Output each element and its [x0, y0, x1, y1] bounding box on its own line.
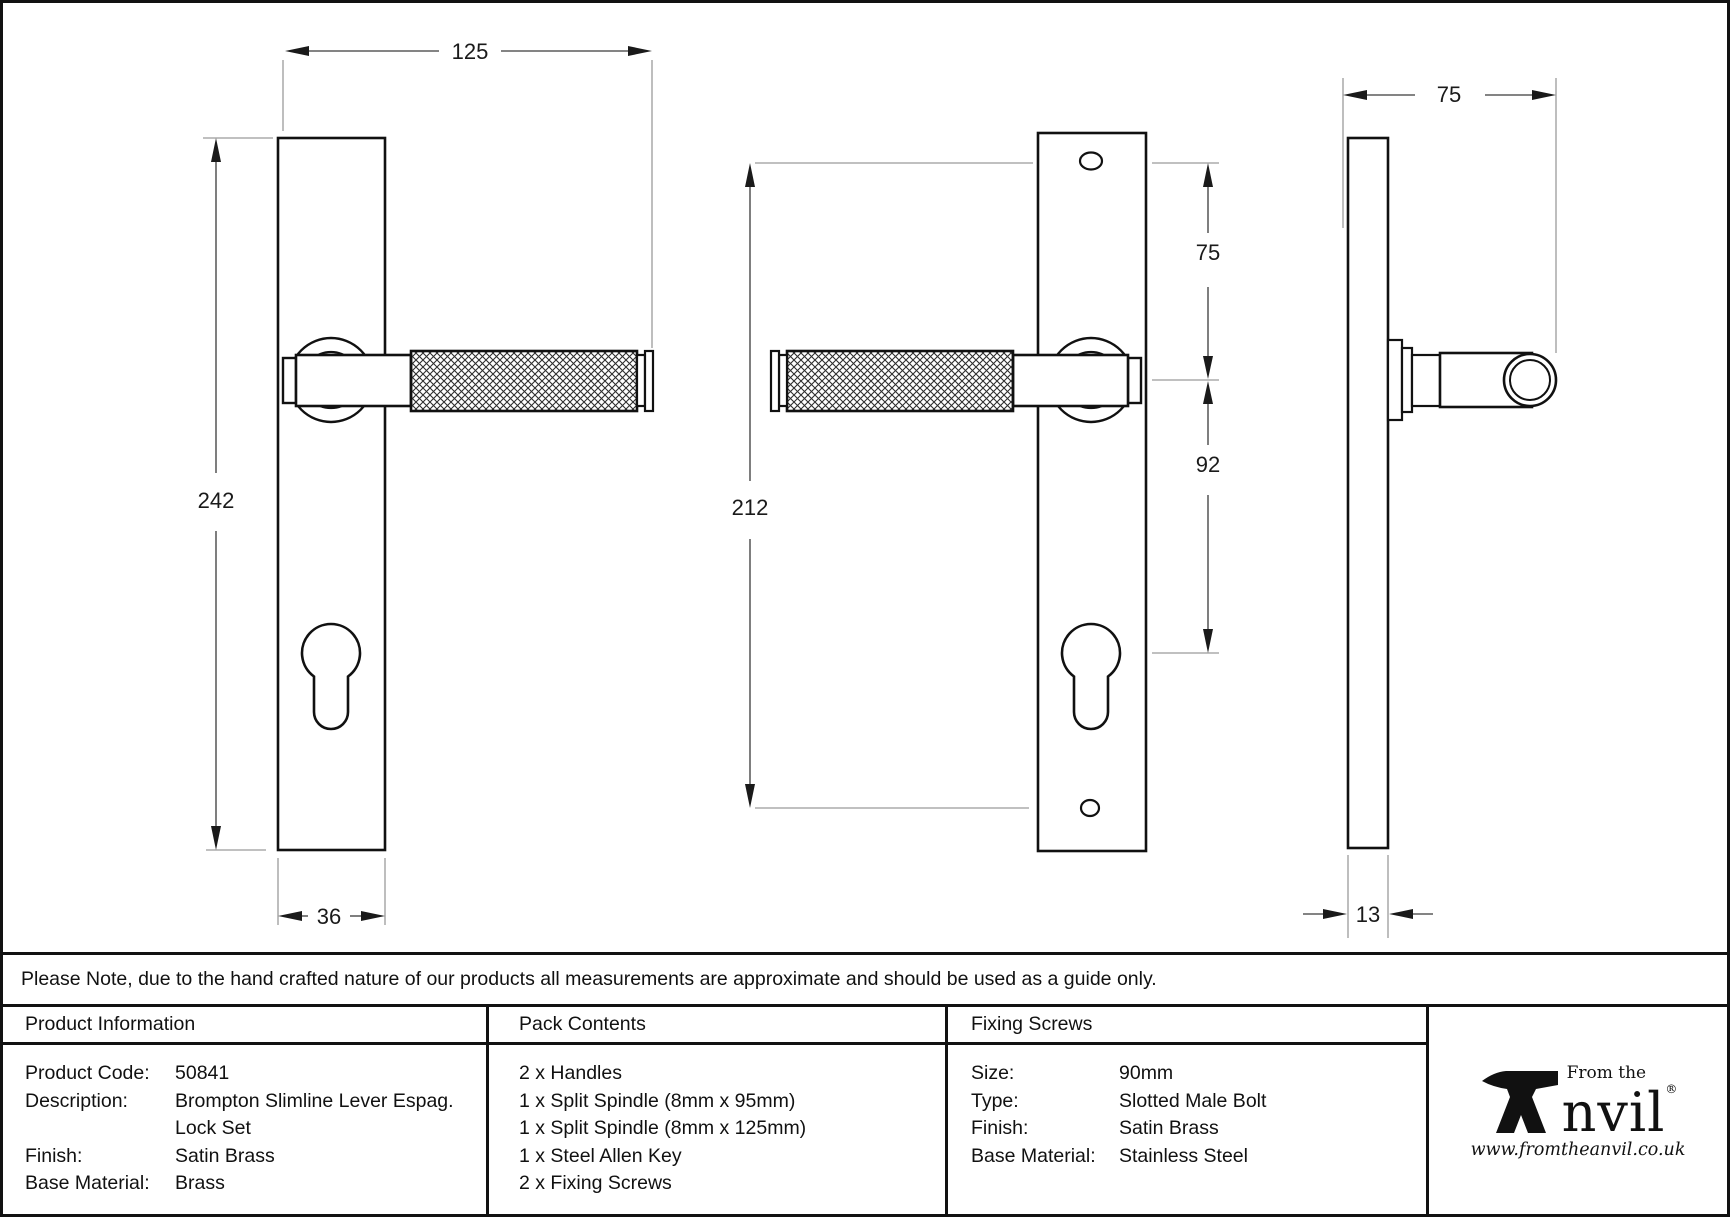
dim-plate-height	[198, 138, 235, 850]
field-label: Finish:	[971, 1117, 1029, 1139]
lever-knurled-grip	[411, 351, 637, 411]
description-row	[25, 1088, 486, 1143]
bottom-screw-hole	[1081, 800, 1099, 816]
field-value: Brass	[175, 1172, 225, 1194]
brand-logo	[1479, 1063, 1678, 1145]
logo-wordmark	[1561, 1063, 1678, 1145]
finish-row	[971, 1115, 1426, 1143]
lever-handle	[283, 351, 653, 411]
backplate-side	[1348, 138, 1388, 848]
note-row	[3, 952, 1727, 1007]
lever-end-cap	[645, 351, 653, 411]
pack-item: 1 x Split Spindle (8mm x 95mm)	[519, 1089, 796, 1112]
pack-item: 1 x Steel Allen Key	[519, 1144, 682, 1167]
type-row	[971, 1088, 1426, 1116]
front-view-lever-right	[198, 39, 653, 929]
dim-text-lever-length: 125	[451, 39, 489, 64]
rose-profile-step2	[1402, 348, 1412, 412]
lever-knurled-grip	[787, 351, 1013, 411]
header-label: Pack Contents	[519, 1013, 646, 1035]
field-value: Satin Brass	[175, 1144, 275, 1167]
field-label: Description:	[25, 1089, 128, 1112]
size-row	[971, 1060, 1426, 1088]
fixing-screws-cell	[948, 1045, 1426, 1214]
base-material-row	[971, 1143, 1426, 1171]
dim-text-plate-thickness: 13	[1355, 902, 1381, 927]
anvil-icon	[1479, 1065, 1561, 1135]
field-value: 50841	[175, 1062, 230, 1084]
base-material-row	[25, 1170, 486, 1198]
logo-website: www.fromtheanvil.co.uk	[1470, 1139, 1686, 1160]
logo-tagline: From the	[1566, 1063, 1647, 1084]
logo-name: nvil	[1561, 1081, 1666, 1145]
side-profile-view	[1303, 78, 1556, 938]
brand-logo-cell	[1429, 1007, 1727, 1217]
lever-neck	[296, 355, 411, 406]
field-value: Brompton Slimline Lever Espag. Lock Set	[175, 1089, 454, 1139]
dim-lever-length	[285, 39, 652, 64]
measurement-note: Please Note, due to the hand crafted nature of our products all measurements are approximate and should be used as a guide only.	[21, 968, 1157, 990]
lever-end-cap	[771, 351, 779, 411]
header-pack-contents	[489, 1007, 945, 1045]
field-value: Satin Brass	[1119, 1117, 1219, 1139]
logo-name-line	[1561, 1081, 1678, 1145]
dim-text-screw-to-lever: 75	[1195, 240, 1221, 265]
lever-neck-side	[1412, 355, 1440, 406]
table-divider	[486, 1007, 489, 1214]
field-value: Slotted Male Bolt	[1119, 1089, 1267, 1112]
field-label: Base Material:	[25, 1172, 150, 1194]
lever-collar	[1128, 358, 1141, 403]
header-fixing-screws	[948, 1007, 1426, 1045]
pack-item: 2 x Fixing Screws	[519, 1172, 672, 1194]
pack-item: 1 x Split Spindle (8mm x 125mm)	[519, 1117, 807, 1139]
dim-text-projection: 75	[1436, 82, 1462, 107]
backplate-front-mirrored	[1038, 133, 1146, 851]
lever-collar	[283, 358, 296, 403]
field-label: Base Material:	[971, 1144, 1096, 1167]
table-divider	[1426, 1007, 1429, 1214]
pack-item: 2 x Handles	[519, 1062, 622, 1084]
header-label: Product Information	[25, 1013, 196, 1035]
dim-text-plate-height: 242	[197, 488, 235, 513]
rose-profile-step1	[1388, 340, 1402, 420]
table-divider	[945, 1007, 948, 1214]
pack-contents-cell	[489, 1045, 945, 1214]
top-screw-hole	[1080, 153, 1102, 170]
product-information-cell	[3, 1045, 486, 1214]
dim-text-screw-centres: 212	[731, 495, 769, 520]
technical-drawing	[3, 3, 1727, 952]
field-label: Type:	[971, 1089, 1019, 1112]
extension-lines	[755, 163, 1219, 808]
lever-end-inner	[1510, 360, 1550, 400]
lever-end-step	[779, 355, 787, 406]
backplate-front	[278, 138, 385, 850]
dim-lever-to-keyhole	[1196, 381, 1220, 653]
lever-handle-mirrored	[771, 351, 1141, 411]
dim-plate-width	[278, 904, 385, 929]
field-value: 90mm	[1119, 1062, 1174, 1084]
dim-text-plate-width: 36	[316, 904, 342, 929]
lever-end-step	[637, 355, 645, 406]
dim-projection	[1343, 82, 1556, 107]
field-label: Product Code:	[25, 1062, 150, 1084]
field-label: Finish:	[25, 1144, 83, 1167]
field-value: Stainless Steel	[1119, 1144, 1248, 1167]
header-label: Fixing Screws	[971, 1013, 1093, 1035]
finish-row	[25, 1143, 486, 1171]
product-code-row	[25, 1060, 486, 1088]
extension-lines	[203, 60, 652, 925]
dim-plate-thickness	[1303, 902, 1433, 927]
dim-screw-to-lever	[1196, 163, 1220, 379]
field-label: Size:	[971, 1062, 1015, 1084]
header-product-information	[3, 1007, 486, 1045]
dim-screw-centres	[732, 163, 769, 808]
front-view-lever-left	[732, 133, 1221, 851]
lever-neck	[1013, 355, 1128, 406]
dim-text-lever-to-keyhole: 92	[1195, 452, 1221, 477]
registered-mark: ®	[1665, 1082, 1678, 1097]
